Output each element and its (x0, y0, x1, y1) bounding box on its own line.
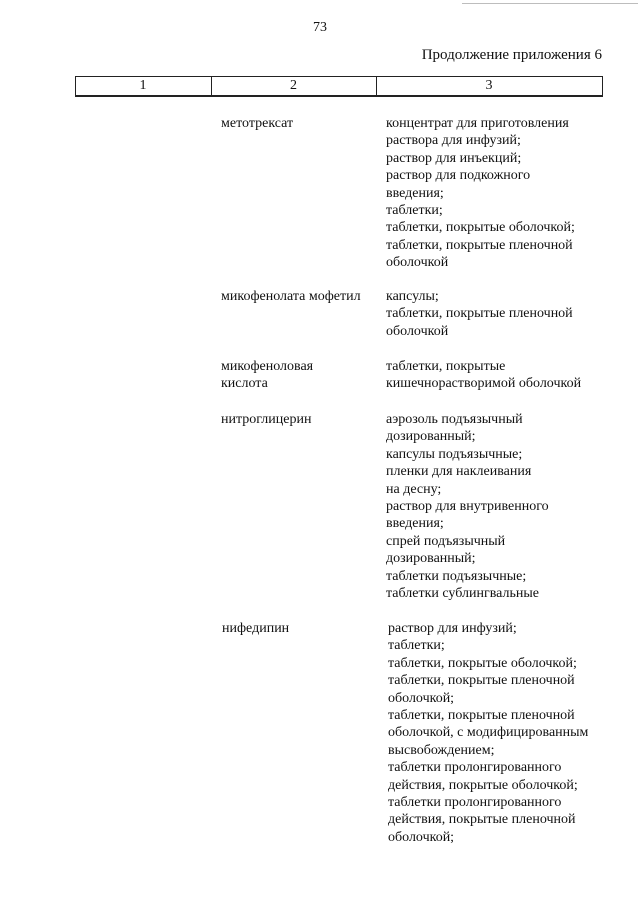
header-bottom-rule (75, 95, 603, 97)
header-col-2: 2 (290, 78, 297, 93)
top-edge-line (462, 3, 638, 4)
header-col-3: 3 (485, 78, 493, 93)
drug-name: нифедипин (222, 621, 290, 636)
header-col-1: 1 (139, 78, 147, 93)
page-number: 73 (313, 20, 327, 35)
dosage-forms: раствор для инфузий; таблетки; таблетки, покрытые оболочкой; таблетки, покрытые пленочной оболочкой; таблетки, покрытые пленочной оболочкой, с модифицированным высвобождением; таблетки пролонгированного действия, покрытые оболочкой; таблетки пролонгированного действия, покрытые пленочной оболочкой; (388, 621, 589, 845)
table-header (75, 76, 603, 96)
drug-name: нитроглицерин (221, 412, 312, 427)
dosage-forms: капсулы; таблетки, покрытые пленочной оболочкой (386, 289, 573, 339)
dosage-forms: концентрат для приготовления раствора для инфузий; раствор для инъекций; раствор для подкожного введения; таблетки; таблетки, покрытые оболочкой; таблетки, покрытые пленочной оболочкой (386, 116, 575, 271)
drug-name: микофеноловая кислота (221, 359, 314, 391)
dosage-forms: аэрозоль подъязычный дозированный; капсулы подъязычные; пленки для наклеивания на десну; раствор для внутривенного введения; спрей подъязычный дозированный; таблетки подъязычные; таблетки сублингвальные (386, 412, 549, 602)
continuation-title: Продолжение приложения 6 (421, 47, 602, 63)
header-top-rule (75, 76, 603, 77)
dosage-forms: таблетки, покрытые кишечнорастворимой оболочкой (386, 359, 582, 392)
drug-name: метотрексат (221, 116, 294, 131)
header-divider (602, 76, 603, 96)
drug-name: микофенолата мофетил (221, 289, 361, 304)
